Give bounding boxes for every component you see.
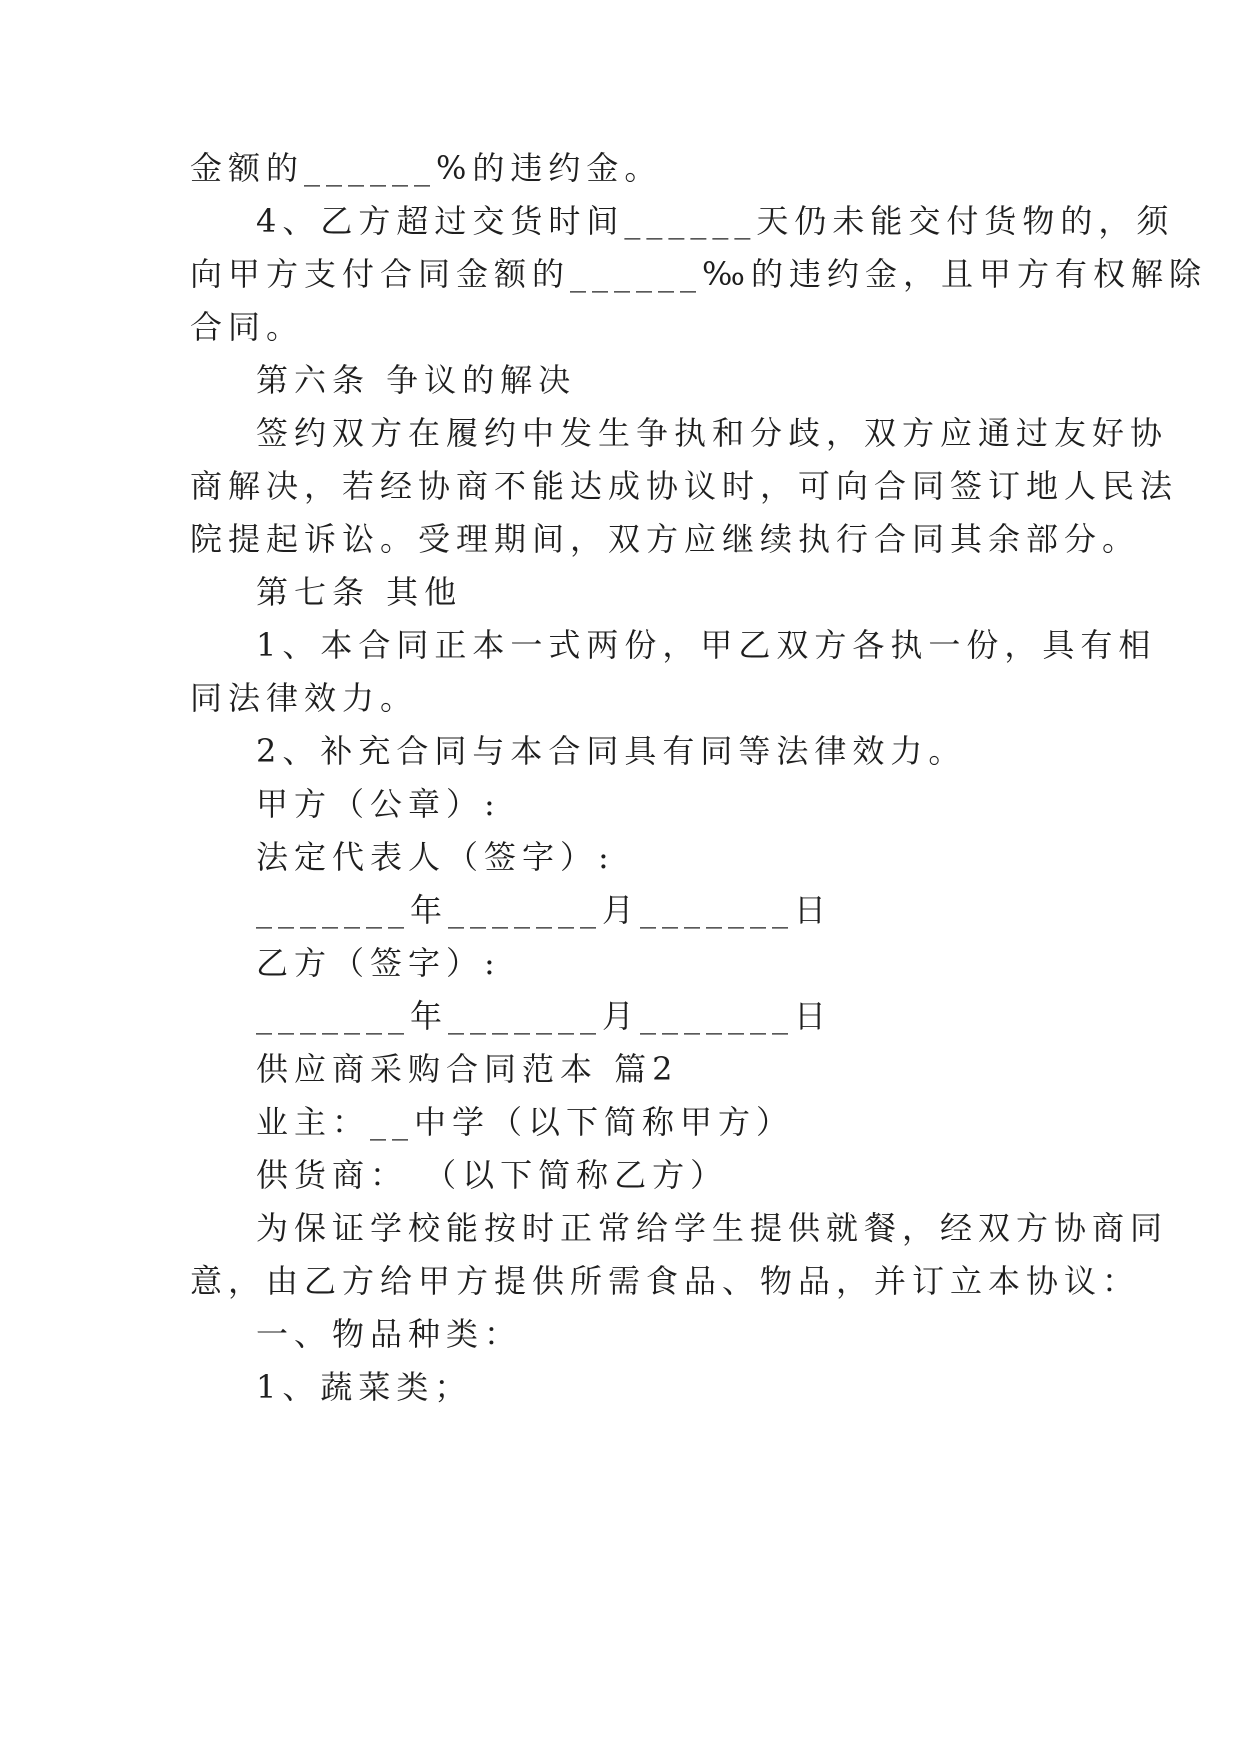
section-heading: 第六条 争议的解决 — [256, 361, 577, 399]
text-line: 1、蔬菜类； — [256, 1368, 473, 1406]
text-line: 1、本合同正本一式两份，甲乙双方各执一份，具有相 — [256, 626, 1157, 664]
text-line: 同法律效力。 — [190, 679, 419, 717]
signature-label: 甲方（公章）: — [256, 785, 501, 823]
text-line: 向甲方支付合同金额的______‰的违约金，且甲方有权解除 — [190, 255, 1207, 293]
text-line: 院提起诉讼。受理期间，双方应继续执行合同其余部分。 — [190, 520, 1141, 558]
signature-label: 乙方（签字）: — [256, 944, 501, 982]
section-title: 供应商采购合同范本 篇2 — [256, 1050, 679, 1088]
section-heading: 第七条 其他 — [256, 573, 463, 611]
text-line: 商解决，若经协商不能达成协议时，可向合同签订地人民法 — [190, 467, 1179, 505]
text-line: 合同。 — [190, 308, 305, 346]
date-line: _______年_______月_______日 — [256, 997, 833, 1035]
text-line: 2、补充合同与本合同具有同等法律效力。 — [256, 732, 967, 770]
text-line: 签约双方在履约中发生争执和分歧，双方应通过友好协 — [256, 414, 1169, 452]
text-line: 4、乙方超过交货时间______天仍未能交付货物的，须 — [256, 202, 1175, 240]
text-line: 业主：__中学（以下简称甲方） — [256, 1103, 795, 1141]
section-heading: 一、物品种类： — [256, 1315, 523, 1353]
text-line: 供货商： （以下简称乙方） — [256, 1156, 729, 1194]
text-line: 为保证学校能按时正常给学生提供就餐，经双方协商同 — [256, 1209, 1169, 1247]
text-line: 金额的______%的违约金。 — [190, 149, 663, 187]
signature-label: 法定代表人（签字）: — [256, 838, 615, 876]
date-line: _______年_______月_______日 — [256, 891, 833, 929]
text-line: 意，由乙方给甲方提供所需食品、物品，并订立本协议： — [190, 1262, 1141, 1300]
